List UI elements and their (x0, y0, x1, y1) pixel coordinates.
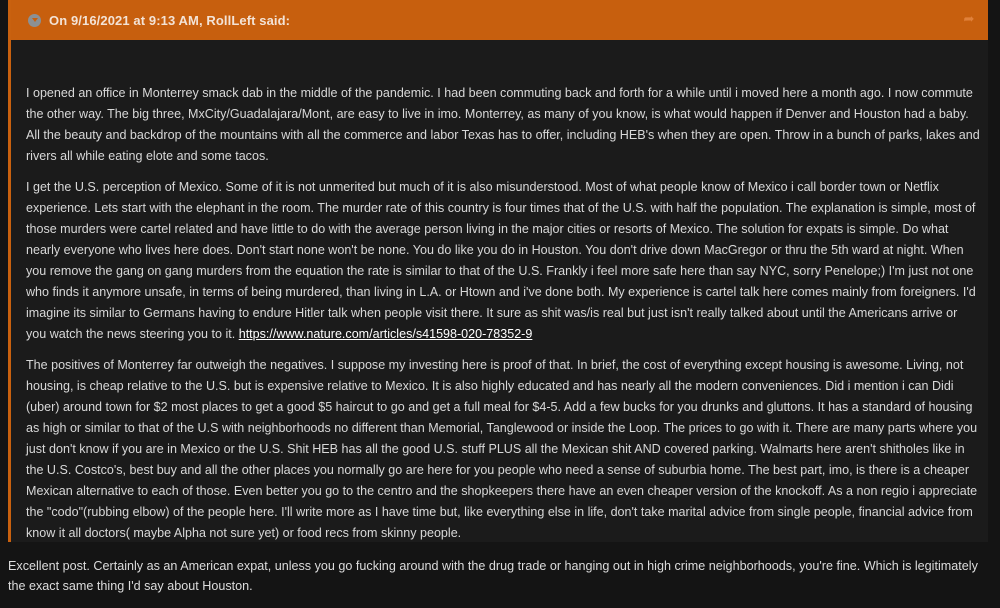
quote-header[interactable] (11, 0, 988, 40)
share-arrow-icon[interactable]: ➦ (963, 11, 975, 26)
quote-block (8, 0, 988, 542)
quote-paragraph: I get the U.S. perception of Mexico. Some of it is not unmerited but much of it is also misunderstood. Most of what people know of Mexico i call border town or Netflix experience. Lets start with the elephant in the room. The murder rate of this country is four times that of the U.S. with half the population. The explanation is simple, most of those murders were cartel related and have little to do with the average person living in the major cities or resorts of Mexico. The solution for expats is simple. Do what nearly everyone who lives here does. Don't start none won't be none. You do like you do in Houston. You don't drive down MacGregor or thru the 5th ward at night. When you remove the gang on gang murders from the equation the rate is similar to that of the U.S. Frankly i feel more safe here than say NYC, sorry Penelope;) I'm just not one who finds it anymore unsafe, in terms of being murdered, than living in L.A. or Htown and i've done both. My experience is cartel talk here comes mainly from foreigners. I'd imagine its similar to Germans having to endure Hitler talk when people visit there. It sure as shit was/is real but just isn't really talked about until the Americans arrive or you watch the news steering you to it. https://www.nature.com/articles/s41598-020-78352-9 (26, 180, 976, 341)
chevron-down-circle-icon[interactable] (28, 14, 41, 27)
quote-paragraph: The positives of Monterrey far outweigh the negatives. I suppose my investing here is proof of that. In brief, the cost of everything except housing is awesome. Living, not housing, is cheap relative to the U.S. but is expensive relative to Mexico. It is also highly educated and has nearly all the modern conveniences. Did i mention i can Didi (uber) around town for $2 most places to get a good $5 haircut to go and get a full meal for $4-5. Add a few bucks for you drunks and gluttons. It has a standard of housing as high or similar to that of the U.S with neighborhoods no different than Memorial, Tanglewood or inside the Loop. The prices to go with it. There are many parts where you just don't know if you are in Mexico or the U.S. Shit HEB has all the good U.S. stuff PLUS all the Mexican shit AND covered parking. Walmarts here aren't shitholes like in the U.S. Costco's, best buy and all the other places you normally go are here for you people who need a sense of suburbia home. The best part, imo, is there is a cheaper Mexican alternative to each of those. Even better you go to the centro and the shopkeepers there have an even cheaper version of the knockoff. As a non regio i appreciate the "codo"(rubbing elbow) of the people here. I'll write more as I have time but, like everything else in life, don't take marital advice from single people, financial advice from know it all doctors( maybe Alpha not sure yet) or food recs from skinny people. (26, 358, 978, 540)
article-link[interactable]: https://www.nature.com/articles/s41598-020-78352-9 (238, 327, 533, 341)
quote-paragraph: I opened an office in Monterrey smack dab in the middle of the pandemic. I had been commuting back and forth for a while until i moved here a month ago. I now commute the other way. The big three, MxCity/Guadalajara/Mont, are easy to live in imo. Monterrey, as many of you know, is what would happen if Denver and Houston had a baby. All the beauty and backdrop of the mountains with all the commerce and labor Texas has to offer, including HEB's when they are open. Throw in a bunch of parks, lakes and rivers all while eating elote and some tacos. (26, 86, 980, 163)
quote-body (26, 83, 980, 554)
quote-author-line[interactable]: On 9/16/2021 at 9:13 AM, RollLeft said: (49, 12, 291, 28)
reply-text: Excellent post. Certainly as an American expat, unless you go fucking around with the drug trade or hanging out in high crime neighborhoods, you're fine. Which is legitimately the exact same thing I'd say about Houston. (8, 559, 978, 593)
